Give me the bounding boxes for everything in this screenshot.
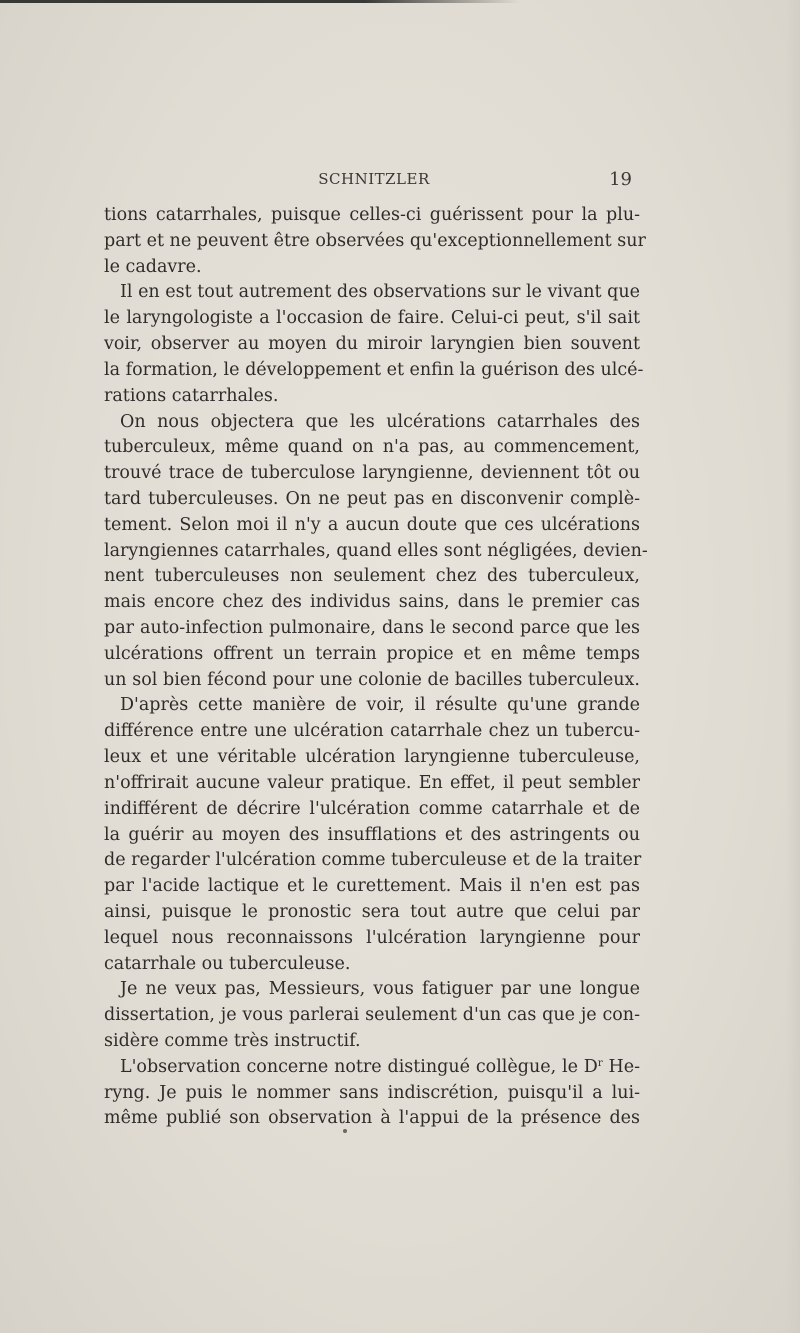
text-line: rations catarrhales.: [104, 385, 279, 406]
text-line: ryng. Je puis le nommer sans indiscrétion, puisqu'il a lui-: [104, 1082, 640, 1103]
text-line: indifférent de décrire l'ulcération comme catarrhale et de: [104, 798, 640, 819]
text-line: mais encore chez des individus sains, dans le premier cas: [104, 592, 640, 613]
text-line: tard tuberculeuses. On ne peut pas en disconvenir complè-: [104, 488, 640, 509]
text-line: laryngiennes catarrhales, quand elles sont négligées, devien-: [104, 540, 648, 561]
text-line: On nous objectera que les ulcérations catarrhales des: [120, 411, 640, 432]
text-line: L'observation concerne notre distingué collègue, le $D^r$ He-: [120, 1056, 640, 1077]
text-line: voir, observer au moyen du miroir laryngien bien souvent: [104, 334, 640, 355]
text-line: nent tuberculeuses non seulement chez des tuberculeux,: [104, 566, 640, 587]
text-line: leux et une véritable ulcération laryngienne tuberculeuse,: [104, 747, 640, 768]
text-line: différence entre une ulcération catarrhale chez un tubercu-: [104, 721, 640, 742]
text-line: ainsi, puisque le pronostic sera tout autre que celui par: [104, 901, 640, 922]
running-title: SCHNITZLER: [318, 170, 430, 188]
running-head: [110, 170, 630, 194]
page-right-edge-shadow: [786, 0, 800, 1333]
text-line: tuberculeux, même quand on n'a pas, au commencement,: [104, 437, 640, 458]
text-line: un sol bien fécond pour une colonie de bacilles tuberculeux.: [104, 669, 640, 690]
text-line: n'offrirait aucune valeur pratique. En effet, il peut sembler: [104, 772, 640, 793]
body-text: [104, 203, 648, 1132]
text-line: dissertation, je vous parlerai seulement d'un cas que je con-: [104, 1005, 640, 1026]
page-number: 19: [609, 169, 632, 190]
text-line: catarrhale ou tuberculeuse.: [104, 953, 351, 974]
text-line: trouvé trace de tuberculose laryngienne, deviennent tôt ou: [104, 463, 640, 484]
printer-dot-mark: [343, 1129, 347, 1133]
text-line: Il en est tout autrement des observations sur le vivant que: [120, 282, 640, 303]
text-line: par auto-infection pulmonaire, dans le second parce que les: [104, 618, 640, 638]
text-line: part et ne peuvent être observées qu'exceptionnellement sur: [104, 230, 646, 251]
text-line: la guérir au moyen des insufflations et des astringents ou: [104, 824, 640, 845]
text-line: tement. Selon moi il n'y a aucun doute que ces ulcérations: [104, 514, 640, 535]
text-line: par l'acide lactique et le curettement. Mais il n'en est pas: [104, 876, 640, 897]
text-line: le cadavre.: [104, 256, 202, 277]
text-line: tions catarrhales, puisque celles-ci guérissent pour la plu-: [104, 205, 640, 225]
text-line: ulcérations offrent un terrain propice et en même temps: [104, 643, 640, 664]
text-line: la formation, le développement et enfin la guérison des ulcé-: [104, 359, 644, 380]
text-line: de regarder l'ulcération comme tuberculeuse et de la traiter: [104, 850, 642, 871]
text-line: D'après cette manière de voir, il résulte qu'une grande: [120, 695, 640, 716]
superscript: r: [597, 1057, 603, 1069]
text-line: Je ne veux pas, Messieurs, vous fatiguer par une longue: [120, 979, 640, 1000]
page-top-edge-shadow: [0, 0, 520, 3]
text-line: même publié son observation à l'appui de la présence des: [104, 1108, 640, 1129]
text-line: lequel nous reconnaissons l'ulcération laryngienne pour: [104, 927, 640, 948]
text-line: le laryngologiste a l'occasion de faire. Celui-ci peut, s'il sait: [104, 308, 640, 329]
text-line: sidère comme très instructif.: [104, 1031, 361, 1051]
